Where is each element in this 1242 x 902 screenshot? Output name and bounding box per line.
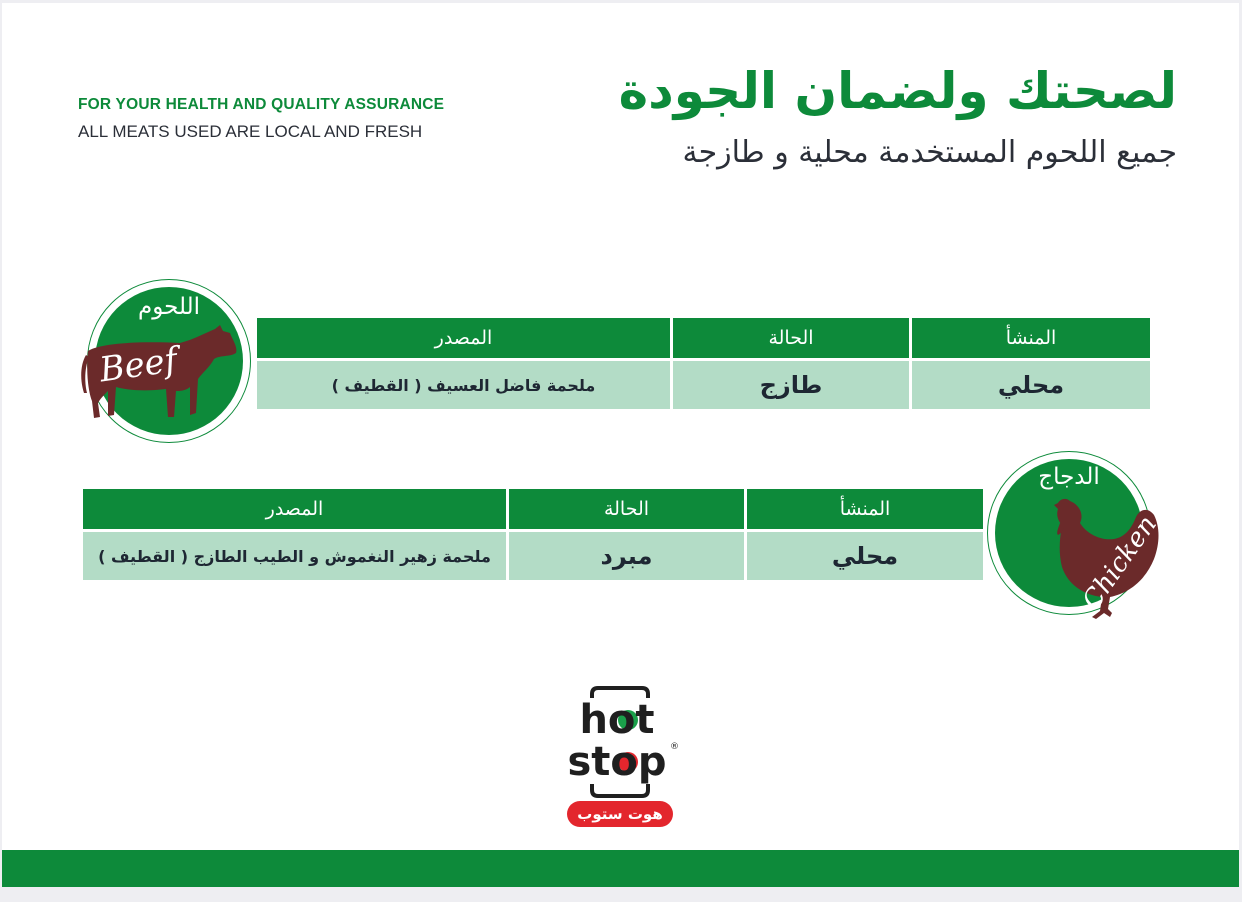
- logo-arabic-name: هوت ستوب: [567, 801, 673, 827]
- registered-mark: ®: [670, 742, 679, 752]
- table-header-row: [257, 318, 1150, 358]
- beef-header-source: المصدر: [257, 318, 670, 358]
- beef-header-origin: المنشأ: [912, 318, 1150, 358]
- cow-icon: [80, 321, 240, 423]
- beef-badge-label: اللحوم: [138, 294, 200, 320]
- chicken-header-state: الحالة: [509, 489, 744, 529]
- chicken-source-value: ملحمة زهير النغموش و الطيب الطازج ( القطيف ): [83, 532, 506, 580]
- english-headline: FOR YOUR HEALTH AND QUALITY ASSURANCE: [78, 96, 445, 113]
- table-row: [257, 361, 1150, 409]
- arabic-title: لصحتك ولضمان الجودة: [618, 62, 1177, 120]
- english-header: [78, 96, 444, 142]
- beef-origin-value: محلي: [912, 361, 1150, 409]
- logo-word-stop: stop: [567, 739, 667, 785]
- chicken-icon: [1050, 493, 1165, 628]
- beef-source-value: ملحمة فاضل العسيف ( القطيف ): [257, 361, 670, 409]
- beef-table: [254, 315, 1153, 412]
- chicken-badge-label: الدجاج: [1038, 464, 1100, 490]
- table-row: [83, 532, 983, 580]
- info-sheet: [2, 3, 1239, 887]
- english-subline: ALL MEATS USED ARE LOCAL AND FRESH: [78, 122, 423, 141]
- arabic-subtitle: جميع اللحوم المستخدمة محلية و طازجة: [682, 135, 1177, 170]
- hot-stop-logo: [562, 686, 682, 831]
- chicken-header-origin: المنشأ: [747, 489, 983, 529]
- chicken-table: [80, 486, 986, 583]
- beef-script-label: Beef: [97, 339, 180, 391]
- chicken-header-source: المصدر: [83, 489, 506, 529]
- beef-state-value: طازج: [673, 361, 909, 409]
- chicken-state-value: مبرد: [509, 532, 744, 580]
- chicken-script-label: Chicken: [1076, 510, 1163, 616]
- table-header-row: [83, 489, 983, 529]
- chicken-origin-value: محلي: [747, 532, 983, 580]
- logo-word-hot: hot: [579, 697, 655, 743]
- beef-header-state: الحالة: [673, 318, 909, 358]
- footer-bar: [2, 850, 1239, 887]
